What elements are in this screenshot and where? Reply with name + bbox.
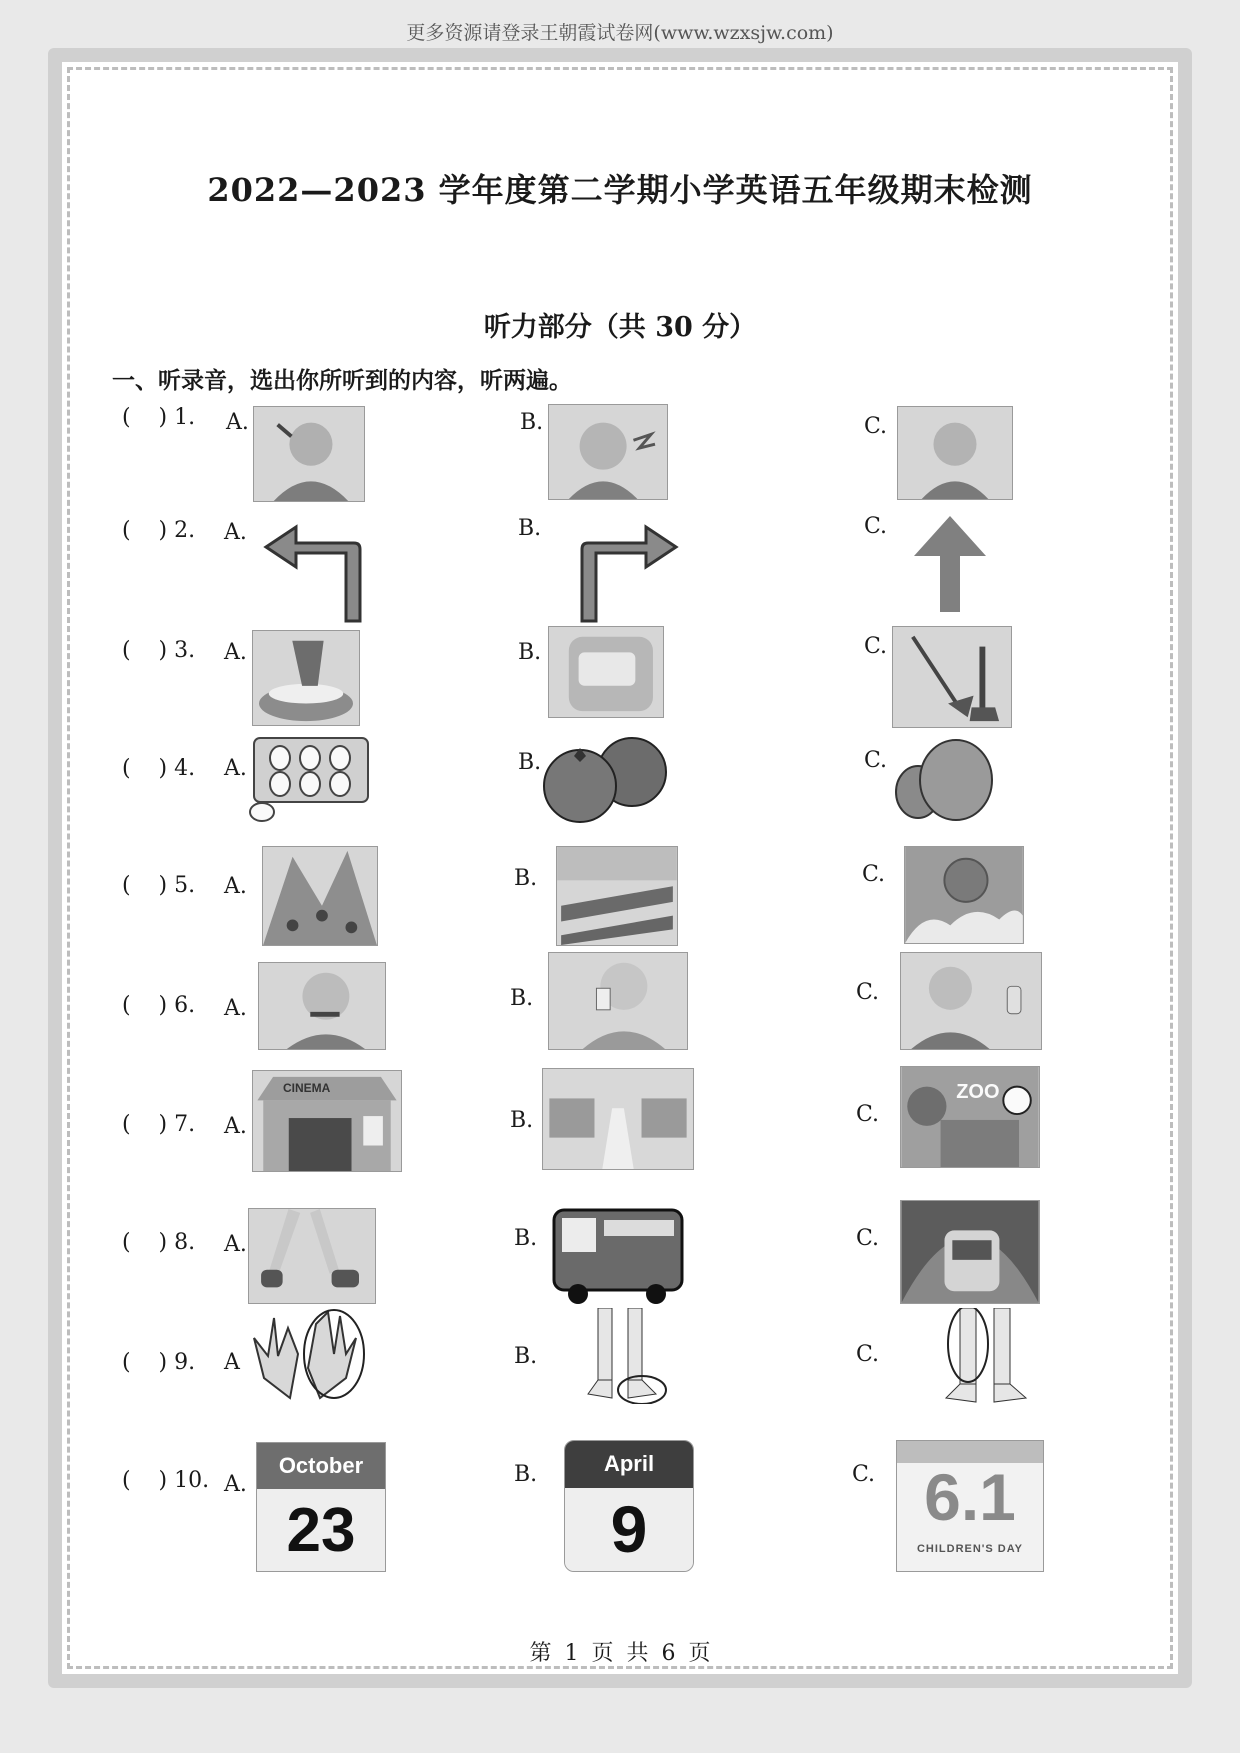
option-c-label: C. <box>864 634 888 659</box>
option-a-label: A. <box>224 756 247 781</box>
option-b-label: B. <box>518 750 542 775</box>
walking-image <box>248 1208 376 1304</box>
option-b-label: B. <box>514 1462 538 1487</box>
eggs-image <box>246 732 372 824</box>
moon-image <box>904 846 1024 944</box>
climbing-mountains-image <box>262 846 378 946</box>
option-b-label: B. <box>520 410 544 435</box>
legs-image <box>938 1308 1036 1404</box>
option-c-label: C. <box>864 748 888 773</box>
option-b-label: B. <box>514 1226 538 1251</box>
exam-title: 2022—2023 学年度第二学期小学英语五年级期末检测 <box>207 171 1033 209</box>
taking-medicine-image <box>900 952 1042 1050</box>
potatoes-image <box>890 736 996 826</box>
question-number: ( ) 4. <box>122 756 196 781</box>
calendar-childrens-day-image <box>896 1440 1044 1572</box>
turn-right-arrow-icon <box>568 523 680 623</box>
zoo-image <box>900 1066 1040 1168</box>
drinking-water-image <box>548 952 688 1050</box>
making-bed-image <box>548 626 664 718</box>
turn-left-arrow-icon <box>262 523 374 623</box>
option-c-label: C. <box>856 1342 880 1367</box>
option-a-label: A. <box>224 874 247 899</box>
option-a-label: A. <box>224 1232 247 1257</box>
cold-image <box>897 406 1013 500</box>
question-number: ( ) 8. <box>122 1230 196 1255</box>
question-number: ( ) 1. <box>122 405 196 430</box>
option-a-label: A. <box>224 1472 247 1497</box>
option-c-label: C. <box>856 980 880 1005</box>
hands-image <box>244 1308 366 1404</box>
option-a-label: A. <box>226 410 249 435</box>
instruction: 一、听录音，选出你所听到的内容，听两遍。 <box>112 367 572 394</box>
calendar-month: April <box>565 1441 693 1488</box>
calendar-day: 9 <box>565 1488 693 1571</box>
option-c-label: C. <box>862 862 886 887</box>
option-a-label: A. <box>224 640 247 665</box>
question-number: ( ) 9. <box>122 1350 196 1375</box>
toothache-image <box>548 404 668 500</box>
option-b-label: B. <box>518 640 542 665</box>
question-number: ( ) 7. <box>122 1112 196 1137</box>
subway-image <box>900 1200 1040 1304</box>
calendar-month: October <box>257 1443 385 1489</box>
headache-image <box>253 406 365 502</box>
option-b-label: B. <box>510 1108 534 1133</box>
dragon-boat-race-image <box>556 846 678 946</box>
calendar-april-9-image <box>564 1440 694 1572</box>
option-b-label: B. <box>514 866 538 891</box>
option-a-label: A <box>224 1350 240 1375</box>
calendar-october-23-image <box>256 1442 386 1572</box>
question-number: ( ) 2. <box>122 518 196 543</box>
question-number: ( ) 5. <box>122 873 196 898</box>
brushing-teeth-image <box>258 962 386 1050</box>
option-c-label: C. <box>852 1462 876 1487</box>
option-b-label: B. <box>510 986 534 1011</box>
section-title: 听力部分（共 30 分） <box>483 312 757 343</box>
watermark: 更多资源请登录王朝霞试卷网(www.wzxsjw.com) <box>406 22 834 44</box>
question-number: ( ) 6. <box>122 993 196 1018</box>
feet-image <box>578 1308 670 1404</box>
option-c-label: C. <box>864 514 888 539</box>
go-straight-arrow-icon <box>912 512 988 612</box>
cinema-image <box>252 1070 402 1172</box>
option-c-label: C. <box>856 1102 880 1127</box>
supermarket-image <box>542 1068 694 1170</box>
cinema-sign: CINEMA <box>283 1081 331 1095</box>
bus-image <box>550 1202 686 1306</box>
page-footer: 第 1 页 共 6 页 <box>529 1641 711 1666</box>
option-c-label: C. <box>856 1226 880 1251</box>
option-a-label: A. <box>224 996 247 1021</box>
option-a-label: A. <box>224 520 247 545</box>
tomatoes-image <box>540 732 668 824</box>
option-b-label: B. <box>514 1344 538 1369</box>
calendar-day: 23 <box>257 1489 385 1571</box>
option-a-label: A. <box>224 1114 247 1139</box>
option-b-label: B. <box>518 516 542 541</box>
sweeping-floor-image <box>892 626 1012 728</box>
question-number: ( ) 3. <box>122 638 196 663</box>
washing-clothes-image <box>252 630 360 726</box>
zoo-sign: ZOO <box>956 1081 1000 1103</box>
question-number: ( ) 10. <box>122 1468 210 1493</box>
option-c-label: C. <box>864 414 888 439</box>
childrens-day-label: CHILDREN'S DAY <box>916 1543 1024 1555</box>
childrens-day-date: 6.1 <box>924 1460 1016 1534</box>
